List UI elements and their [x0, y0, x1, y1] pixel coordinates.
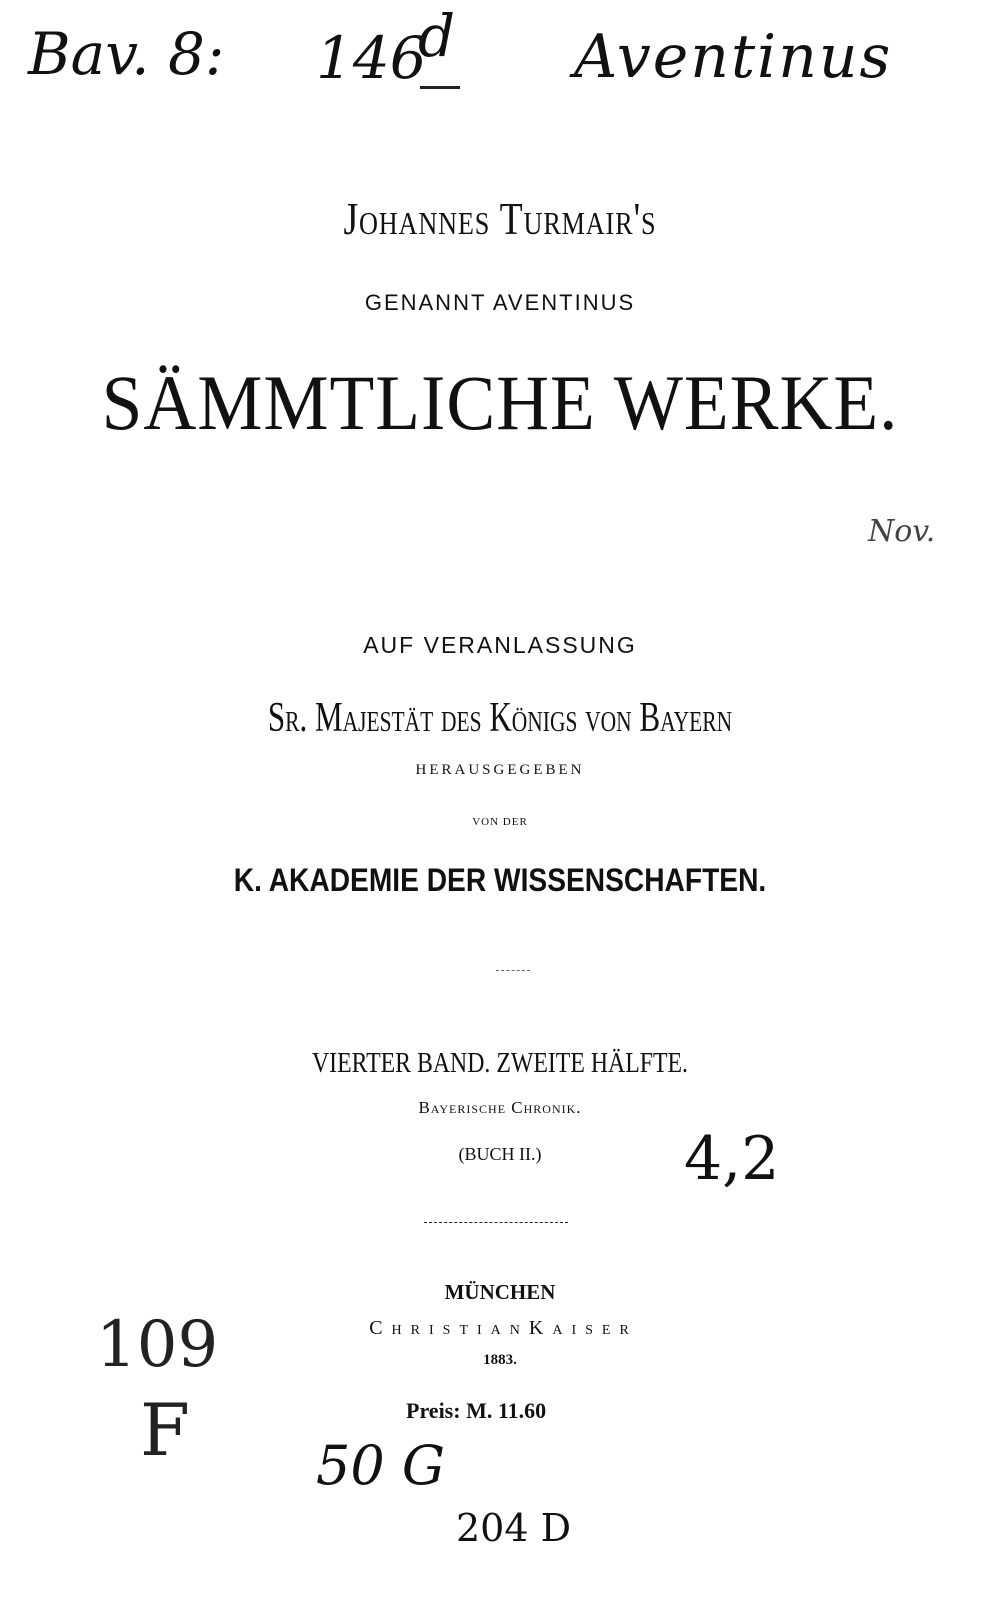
handwritten-code-mark: 204 D — [456, 1506, 572, 1550]
city-line: MÜNCHEN — [444, 1280, 556, 1304]
handwritten-letter-mark: F — [140, 1388, 190, 1472]
handwritten-volume-mark: 4,2 — [684, 1124, 780, 1194]
published-line: HERAUSGEGEBEN — [415, 762, 585, 778]
volume-line: VIERTER BAND. ZWEITE HÄLFTE. — [311, 1048, 688, 1079]
chronicle-line: Bayerische Chronik. — [418, 1098, 582, 1117]
book-line: (BUCH II.) — [458, 1144, 542, 1164]
shelfmark-underline — [420, 86, 460, 89]
handwritten-shelfmark-suffix: d — [418, 2, 456, 70]
called-line: GENANNT AVENTINUS — [364, 290, 636, 315]
majesty-line: Sr. Majestät des Königs von Bayern — [267, 695, 733, 741]
handwritten-shelfmark-prefix: Bav. 8: — [28, 20, 225, 88]
handwritten-shelfmark-number: 146 — [316, 24, 427, 92]
handwritten-price-mark: 50 G — [316, 1434, 446, 1497]
by-line: VON DER — [472, 816, 528, 828]
author-heading: Johannes Turmair's — [343, 193, 657, 244]
handwritten-author-name: Aventinus — [574, 22, 893, 92]
handwritten-side-note: Nov. — [868, 514, 936, 549]
year-line: 1883. — [483, 1352, 517, 1368]
main-title: SÄMMTLICHE WERKE. — [101, 359, 899, 446]
commission-line: AUF VERANLASSUNG — [363, 632, 637, 658]
price-line: Preis: M. 11.60 — [406, 1398, 547, 1423]
handwritten-number-mark: 109 — [96, 1308, 219, 1382]
separator-dash — [496, 970, 530, 971]
publisher-line: C h r i s t i a n K a i s e r — [369, 1317, 631, 1339]
academy-line: K. AKADEMIE DER WISSENSCHAFTEN. — [233, 862, 767, 898]
imprint-rule — [424, 1222, 568, 1223]
